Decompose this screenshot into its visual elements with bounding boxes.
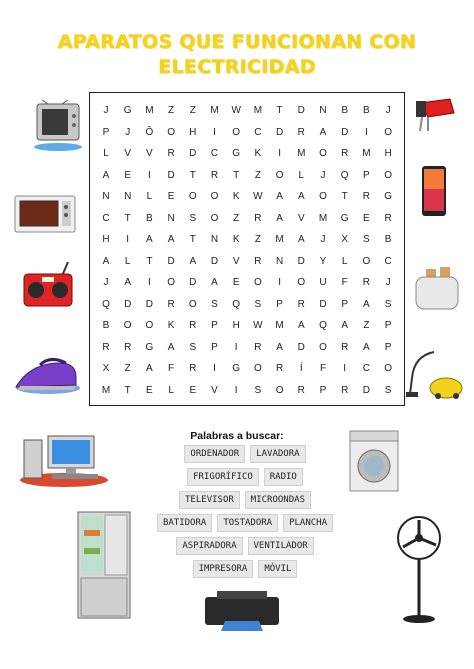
grid-letter: O [254,363,262,374]
word-list [150,445,340,583]
vacuum-icon [404,348,464,400]
grid-letter: O [384,363,392,374]
grid-letter: A [363,298,370,310]
word-chip: BATIDORA [157,514,212,532]
grid-letter: J [103,105,109,116]
grid-letter: I [234,341,238,353]
word-chip: FRIGORÍFICO [187,468,259,486]
grid-letter: R [254,212,262,224]
grid-letter: O [384,169,392,181]
grid-letter: T [124,212,131,224]
grid-letter: L [168,384,174,396]
computer-icon [18,432,110,488]
phone-icon [421,165,447,217]
grid-row [90,123,404,142]
grid-letter: R [210,169,219,181]
grid-letter: T [146,255,153,267]
grid-letter: T [341,191,348,202]
grid-letter: I [213,126,216,138]
grid-letter: D [275,126,284,138]
grid-letter: D [297,105,305,116]
grid-letter: O [362,255,371,267]
grid-letter: A [297,234,305,245]
grid-letter: H [189,126,197,138]
grid-letter: X [341,234,349,245]
grid-letter: Z [189,105,196,116]
grid-letter: B [146,212,153,224]
grid-letter: M [145,105,154,116]
toaster-icon [412,263,462,311]
grid-letter: D [297,255,305,267]
grid-letter: P [384,320,392,331]
grid-letter: Z [168,105,175,116]
grid-letter: R [297,384,305,396]
grid-letter: R [254,255,262,267]
grid-letter: M [275,320,284,331]
grid-row [90,166,404,185]
grid-letter: F [341,277,348,288]
word-row [150,491,340,509]
grid-letter: P [211,320,218,331]
grid-letter: N [319,105,327,116]
grid-letter: U [319,277,327,288]
grid-letter: G [340,212,349,224]
grid-letter: R [167,148,175,159]
grid-letter: K [232,191,240,202]
iron-icon [10,355,82,395]
word-list-title: Palabras a buscar: [190,430,284,442]
grid-letter: Q [340,169,349,181]
grid-letter: A [146,363,153,374]
grid-letter: S [211,298,218,310]
grid-letter: O [319,191,327,202]
grid-letter: A [319,126,327,138]
grid-letter: R [362,277,370,288]
grid-letter: O [232,126,241,138]
grid-letter: Z [254,234,261,245]
grid-letter: R [167,298,175,310]
word-row [150,514,340,532]
grid-row [90,381,404,400]
grid-letter: D [319,298,327,310]
grid-letter: O [167,126,175,138]
grid-letter: B [341,105,349,116]
grid-letter: H [384,148,392,159]
grid-row [90,273,404,292]
grid-letter: Z [254,169,261,181]
grid-letter: R [297,298,305,310]
grid-letter: Q [102,298,110,310]
grid-letter: O [275,384,284,396]
grid-letter: E [167,191,175,202]
television-icon [32,100,84,152]
grid-letter: O [167,277,175,288]
grid-letter: O [123,320,132,331]
grid-letter: E [189,384,197,396]
grid-letter: M [275,234,284,245]
grid-letter: D [297,341,305,353]
grid-row [90,187,404,206]
grid-letter: I [234,384,238,396]
grid-letter: N [167,212,175,224]
word-search-grid [89,92,405,406]
grid-letter: O [210,191,219,202]
grid-letter: L [341,255,348,267]
grid-letter: S [363,234,370,245]
grid-row [90,316,404,335]
word-row [150,560,340,578]
grid-letter: B [102,320,110,331]
grid-letter: I [213,363,216,374]
grid-letter: E [124,169,132,181]
grid-letter: J [320,169,326,181]
grid-letter: A [146,234,153,245]
grid-letter: V [297,212,305,224]
grid-letter: R [254,341,262,353]
grid-letter: P [211,341,218,353]
grid-letter: R [275,363,284,374]
grid-row [90,230,404,249]
grid-letter: Z [124,363,131,374]
fridge-icon [76,510,132,620]
grid-letter: L [124,255,131,267]
grid-letter: M [318,212,328,224]
grid-letter: Y [319,255,327,267]
grid-letter: O [297,277,306,288]
grid-letter: O [188,298,197,310]
grid-letter: N [102,191,110,202]
grid-letter: S [254,384,262,396]
grid-row [90,144,404,163]
grid-letter: R [362,191,370,202]
grid-letter: E [232,277,240,288]
grid-letter: T [189,234,196,245]
grid-letter: G [232,148,241,159]
grid-letter: M [362,148,371,159]
page-title-line2: ELECTRICIDAD [158,56,316,78]
grid-letter: O [188,191,197,202]
grid-row [90,101,404,120]
grid-letter: R [341,148,349,159]
grid-row [90,252,404,271]
grid-letter: I [148,169,151,181]
grid-letter: C [210,148,219,159]
radio-icon [22,262,74,310]
grid-letter: D [145,298,153,310]
word-chip: LAVADORA [250,445,305,463]
grid-letter: R [189,363,197,374]
grid-letter: R [341,341,349,353]
grid-letter: R [124,341,132,353]
grid-letter: T [124,384,131,396]
grid-letter: N [275,255,284,267]
grid-letter: O [319,148,327,159]
grid-letter: W [253,320,263,331]
grid-letter: G [123,105,132,116]
grid-letter: F [168,363,175,374]
grid-letter: I [278,148,281,159]
grid-letter: N [124,191,132,202]
word-chip: MÓVIL [258,560,297,578]
grid-letter: S [384,384,392,396]
grid-letter: J [103,277,109,288]
fan-icon [396,515,442,625]
grid-letter: C [384,255,392,267]
grid-letter: A [189,255,197,267]
grid-letter: Í [299,363,303,374]
word-row [150,468,340,486]
grid-letter: Q [319,320,327,331]
grid-letter: S [384,298,392,310]
word-chip: TOSTADORA [217,514,278,532]
word-row [150,537,340,555]
word-chip: PLANCHA [283,514,333,532]
grid-letter: O [210,212,219,224]
grid-letter: A [211,277,218,288]
grid-letter: I [365,126,368,138]
grid-letter: J [385,105,391,116]
grid-letter: S [189,341,197,353]
grid-letter: E [146,384,153,396]
grid-letter: V [146,148,153,159]
grid-letter: K [232,234,240,245]
grid-letter: H [232,320,240,331]
grid-letter: R [341,384,349,396]
grid-letter: A [102,169,110,181]
grid-letter: W [231,105,241,116]
grid-row [90,209,404,228]
grid-letter: Z [363,320,370,331]
grid-letter: G [384,191,392,202]
grid-letter: A [276,341,283,353]
grid-letter: A [124,277,132,288]
grid-letter: A [167,341,175,353]
grid-letter: D [189,277,197,288]
microwave-icon [14,195,76,233]
grid-letter: P [384,341,392,353]
grid-letter: W [253,191,263,202]
grid-letter: K [167,320,175,331]
grid-letter: P [341,298,349,310]
grid-letter: R [102,341,110,353]
grid-letter: I [278,277,281,288]
grid-letter: O [254,277,262,288]
grid-letter: Ô [145,126,154,138]
word-chip: VENTILADOR [248,537,314,555]
page-title-line1: APARATOS QUE FUNCIONAN CON [57,31,417,53]
grid-letter: X [102,363,110,374]
grid-row [90,338,404,357]
grid-letter: A [297,191,305,202]
grid-letter: O [145,320,154,331]
grid-letter: I [343,363,347,374]
grid-row [90,359,404,378]
grid-letter: E [363,212,370,224]
grid-letter: B [384,234,392,245]
grid-letter: P [102,126,110,138]
grid-letter: J [125,126,131,138]
word-chip: TELEVISOR [179,491,240,509]
grid-letter: S [189,212,197,224]
grid-letter: O [319,341,327,353]
grid-letter: M [297,148,306,159]
grid-letter: R [189,320,197,331]
grid-letter: L [103,148,109,159]
grid-letter: M [101,384,111,396]
grid-letter: G [232,363,241,374]
grid-letter: P [319,384,327,396]
grid-letter: G [145,341,154,353]
grid-letter: D [210,255,219,267]
word-row [150,445,340,463]
grid-letter: V [124,148,132,159]
grid-letter: V [211,384,218,396]
grid-letter: P [276,298,283,310]
word-chip: RADIO [264,468,303,486]
grid-letter: R [384,212,392,224]
grid-letter: C [102,212,110,224]
grid-letter: C [362,363,370,374]
word-chip: ASPIRADORA [176,537,242,555]
printer-icon [201,587,283,633]
grid-letter: T [189,169,196,181]
grid-letter: D [167,169,175,181]
grid-letter: L [298,169,305,181]
grid-letter: S [254,298,262,310]
grid-letter: L [146,191,153,202]
grid-letter: B [363,105,370,116]
grid-letter: J [320,234,326,245]
grid-letter: D [124,298,132,310]
grid-letter: Z [233,212,240,224]
word-chip: MICROONDAS [245,491,311,509]
grid-letter: K [254,148,262,159]
grid-letter: A [102,255,110,267]
grid-letter: D [341,126,349,138]
word-chip: IMPRESORA [193,560,254,578]
grid-letter: Q [232,298,241,310]
grid-letter: O [275,169,284,181]
grid-letter: A [341,320,349,331]
grid-letter: M [210,105,219,116]
grid-letter: D [167,255,175,267]
grid-letter: H [102,234,110,245]
grid-letter: O [384,126,392,138]
grid-letter: A [363,341,370,353]
grid-letter: D [362,384,370,396]
grid-letter: A [276,191,283,202]
washing-machine-icon [349,430,399,492]
grid-letter: P [363,169,370,181]
mixer-icon [410,95,458,135]
word-chip: ORDENADOR [184,445,245,463]
grid-row [90,295,404,314]
grid-letter: F [319,363,327,374]
grid-letter: T [233,169,240,181]
grid-letter: C [254,126,262,138]
grid-letter: M [253,105,263,116]
grid-letter: T [276,105,283,116]
grid-letter: A [276,212,283,224]
grid-letter: J [385,277,391,288]
grid-letter: A [167,234,175,245]
grid-letter: D [189,148,197,159]
grid-letter: I [126,234,130,245]
grid-letter: V [232,255,240,267]
grid-letter: R [297,126,305,138]
grid-letter: I [148,277,151,288]
grid-letter: A [297,320,305,331]
grid-letter: N [210,234,219,245]
